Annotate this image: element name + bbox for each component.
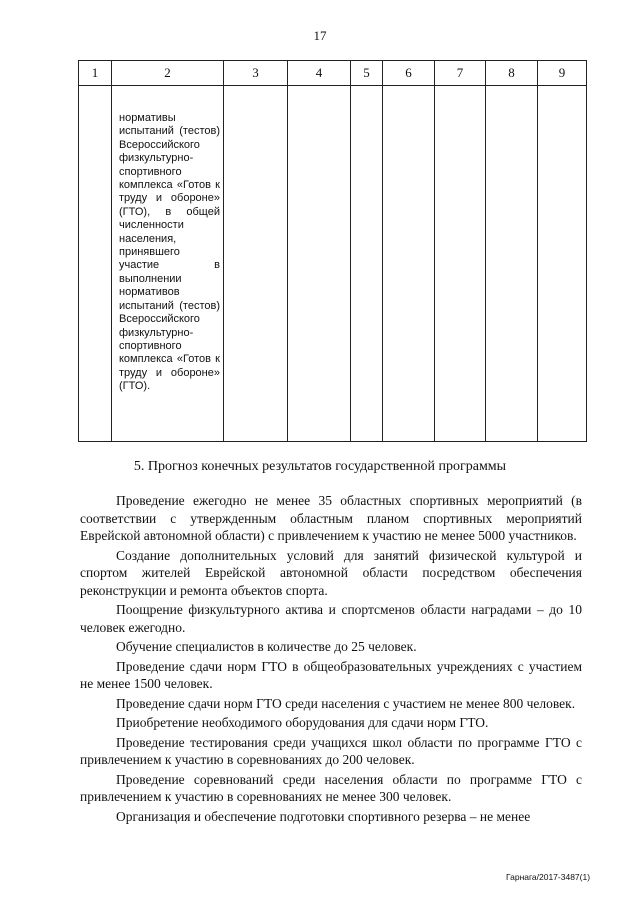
column-header-3: 3 [224,61,288,86]
table-cell-9 [538,86,587,442]
paragraph: Проведение сдачи норм ГТО среди населения с участием не менее 800 человек. [116,695,576,711]
document-code: Гарнага/2017-3487(1) [506,872,591,882]
paragraph: Создание дополнительных условий для занятий физической культурой и спортом жителей Еврейской автономной области посредством обеспечения реконструкции и ремонта объектов спорта. [80,547,582,598]
column-header-5: 5 [351,61,383,86]
table-header-row [79,61,587,86]
column-header-1: 1 [79,61,112,86]
table-cell-4 [288,86,351,442]
table-cell-8 [486,86,538,442]
paragraph: Проведение сдачи норм ГТО в общеобразовательных учреждениях с участием не менее 1500 человек. [80,658,582,691]
table-cell-7 [435,86,486,442]
table-row [79,86,587,442]
paragraph: Организация и обеспечение подготовки спортивного резерва – не менее [116,808,531,824]
paragraph: Проведение тестирования среди учащихся школ области по программе ГТО с привлечением к участию в соревнованиях до 200 человек. [80,734,582,767]
paragraph: Проведение ежегодно не менее 35 областных спортивных мероприятий (в соответствии с утвержденным областным планом спортивных мероприятий Еврейской автономной области) с привлечением к участию не менее 5000 участников. [80,493,582,543]
section-title: 5. Прогноз конечных результатов государственной программы [133,459,507,474]
column-header-8: 8 [486,61,538,86]
table-cell-5 [351,86,383,442]
paragraph: Обучение специалистов в количестве до 25 человек. [116,639,417,654]
column-header-6: 6 [383,61,435,86]
body-text [80,492,582,827]
indicator-description: нормативы испытаний (тестов) Всероссийского физкультурно-спортивного комплекса «Готов к труду и обороне» (ГТО), в общей численности населения, принявшего участие в выполнении нормативов испытаний (тестов) Всероссийского физкультурно-спортивного комплекса «Готов к труду и обороне» (ГТО). [119,112,220,393]
paragraph: Поощрение физкультурного актива и спортсменов области наградами – до 10 человек ежегодно. [80,602,582,635]
table-cell-3 [224,86,288,442]
column-header-9: 9 [538,61,587,86]
table-cell-2 [112,86,224,442]
column-header-7: 7 [435,61,486,86]
column-header-2: 2 [112,61,224,86]
table-cell-1 [79,86,112,442]
paragraph: Приобретение необходимого оборудования для сдачи норм ГТО. [116,715,489,730]
page-number: 17 [313,28,327,43]
paragraph: Проведение соревнований среди населения области по программе ГТО с привлечением к участию в соревнованиях не менее 300 человек. [80,771,582,804]
column-header-4: 4 [288,61,351,86]
data-table [78,60,587,442]
table-cell-6 [383,86,435,442]
